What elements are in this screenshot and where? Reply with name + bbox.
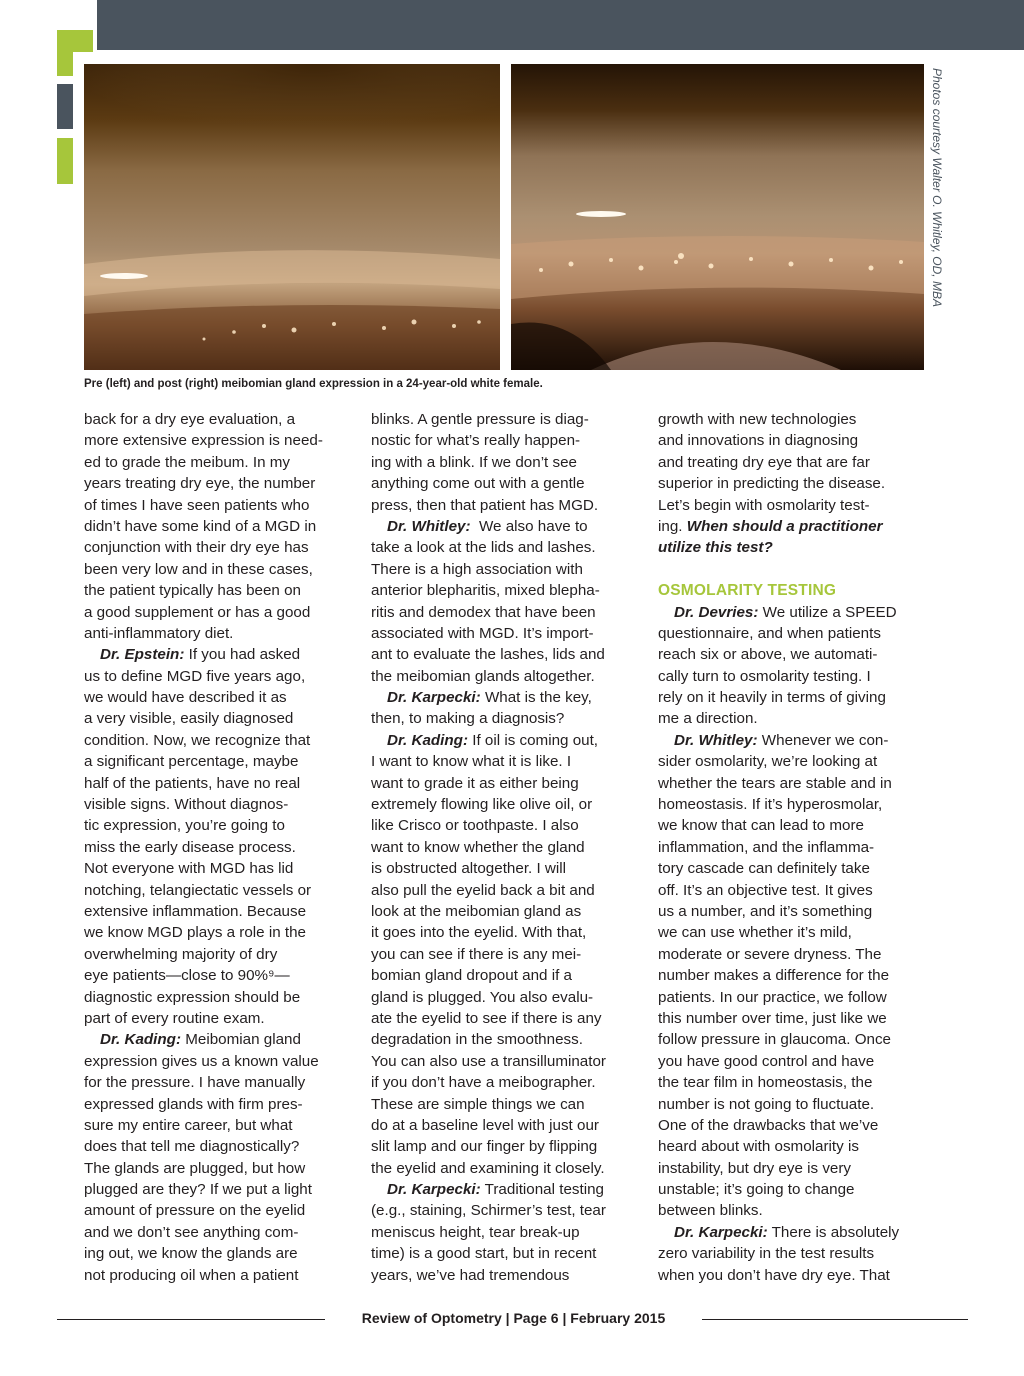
text-line: like Crisco or toothpaste. I also bbox=[371, 817, 579, 835]
speaker-paragraph-start bbox=[371, 730, 643, 751]
text-run: Meibomian gland bbox=[185, 1031, 301, 1049]
text-line: gland is plugged. You also evalu- bbox=[371, 988, 594, 1006]
text-line: diagnostic expression should be bbox=[84, 988, 301, 1006]
text-line: part of every routine exam. bbox=[84, 1009, 265, 1027]
speaker-paragraph-start bbox=[658, 730, 926, 751]
text-line: follow pressure in glaucoma. Once bbox=[658, 1031, 891, 1049]
text-line: associated with MGD. It’s import- bbox=[371, 624, 594, 642]
text-line: tory cascade can definitely take bbox=[658, 860, 870, 878]
text-line: cally turn to osmolarity testing. I bbox=[658, 667, 871, 685]
text-line: One of the drawbacks that we’ve bbox=[658, 1116, 879, 1134]
text-line: visible signs. Without diagnos- bbox=[84, 796, 289, 814]
speaker-paragraph-start bbox=[84, 1029, 356, 1050]
text-line: unstable; it’s going to change bbox=[658, 1181, 855, 1199]
text-line: half of the patients, have no real bbox=[84, 774, 301, 792]
moderator-question: When should a practitioner bbox=[686, 517, 883, 535]
text-line: number is not going to fluctuate. bbox=[658, 1095, 875, 1113]
photo-post-expression bbox=[511, 64, 924, 370]
speaker-name: Dr. Karpecki: bbox=[387, 689, 481, 707]
text-line: expressed glands with firm pres- bbox=[84, 1095, 303, 1113]
text-line: want to know whether the gland bbox=[371, 838, 585, 856]
text-line: and treating dry eye that are far bbox=[658, 453, 870, 471]
text-line: us a number, and it’s something bbox=[658, 902, 873, 920]
text-line: this number over time, just like we bbox=[658, 1009, 887, 1027]
text-line: zero variability in the test results bbox=[658, 1245, 875, 1263]
text-line: sider osmolarity, we’re looking at bbox=[658, 753, 878, 771]
text-run: We utilize a SPEED bbox=[762, 603, 897, 621]
text-line: notching, telangiectatic vessels or bbox=[84, 881, 312, 899]
text-line: I want to know what it is like. I bbox=[371, 753, 572, 771]
text-line: conjunction with their dry eye has bbox=[84, 539, 309, 557]
text-line: condition. Now, we recognize that bbox=[84, 731, 311, 749]
text-line: the patient typically has been on bbox=[84, 582, 301, 600]
speaker-paragraph-start bbox=[658, 1222, 926, 1243]
text-line: heard about with osmolarity is bbox=[658, 1138, 859, 1156]
text-line: reach six or above, we automati- bbox=[658, 646, 878, 664]
text-column-2 bbox=[371, 409, 643, 1286]
speaker-name: Dr. Kading: bbox=[100, 1031, 182, 1049]
text-line: years, we’ve had tremendous bbox=[371, 1266, 570, 1284]
text-line: not producing oil when a patient bbox=[84, 1266, 299, 1284]
text-line: it goes into the eyelid. With that, bbox=[371, 924, 587, 942]
text-line: anything come out with a gentle bbox=[371, 475, 585, 493]
text-line: want to grade it as either being bbox=[371, 774, 579, 792]
text-line: press, then that patient has MGD. bbox=[371, 496, 599, 514]
text-run: If oil is coming out, bbox=[472, 731, 599, 749]
text-line: degradation in the smoothness. bbox=[371, 1031, 583, 1049]
text-line: if you don’t have a meibographer. bbox=[371, 1074, 596, 1092]
speaker-paragraph-start bbox=[371, 687, 643, 708]
text-line: ing out, we know the glands are bbox=[84, 1245, 298, 1263]
text-line: ing with a blink. If we don’t see bbox=[371, 453, 577, 471]
text-line: meniscus height, tear break-up bbox=[371, 1223, 580, 1241]
text-line: a good supplement or has a good bbox=[84, 603, 311, 621]
text-line: when you don’t have dry eye. That bbox=[658, 1266, 890, 1284]
text-line: moderate or severe dryness. The bbox=[658, 945, 882, 963]
text-line: off. It’s an objective test. It gives bbox=[658, 881, 873, 899]
speaker-name: Dr. Whitley: bbox=[387, 517, 471, 535]
text-line: you can see if there is any mei- bbox=[371, 945, 582, 963]
text-line: we would have described it as bbox=[84, 689, 287, 707]
text-line: tic expression, you’re going to bbox=[84, 817, 285, 835]
text-run: If you had asked bbox=[188, 646, 301, 664]
speaker-paragraph-start bbox=[371, 1179, 643, 1200]
text-line: extensive inflammation. Because bbox=[84, 902, 307, 920]
text-line: ate the eyelid to see if there is any bbox=[371, 1009, 602, 1027]
text-line: we know MGD plays a role in the bbox=[84, 924, 306, 942]
speaker-name: Dr. Epstein: bbox=[100, 646, 185, 664]
text-line: amount of pressure on the eyelid bbox=[84, 1202, 306, 1220]
text-line: These are simple things we can bbox=[371, 1095, 585, 1113]
text-line: (e.g., staining, Schirmer’s test, tear bbox=[371, 1202, 606, 1220]
speaker-name: Dr. Karpecki: bbox=[387, 1181, 481, 1199]
text-line: and we don’t see anything com- bbox=[84, 1223, 299, 1241]
text-run: Whenever we con- bbox=[761, 731, 889, 749]
text-line: the eyelid and examining it closely. bbox=[371, 1159, 605, 1177]
text-line: anterior blepharitis, mixed blepha- bbox=[371, 582, 600, 600]
text-line: sure my entire career, but what bbox=[84, 1116, 293, 1134]
text-line: is obstructed altogether. I will bbox=[371, 860, 567, 878]
text-line: instability, but dry eye is very bbox=[658, 1159, 852, 1177]
text-line: the tear film in homeostasis, the bbox=[658, 1074, 873, 1092]
text-line: a very visible, easily diagnosed bbox=[84, 710, 294, 728]
text-line: a significant percentage, maybe bbox=[84, 753, 299, 771]
page-footer: Review of Optometry | Page 6 | February 2015 bbox=[361, 1310, 666, 1326]
footer-rule-right bbox=[702, 1319, 968, 1320]
speaker-name: Dr. Whitley: bbox=[674, 731, 758, 749]
text-line: the meibomian glands altogether. bbox=[371, 667, 595, 685]
text-line: ed to grade the meibum. In my bbox=[84, 453, 290, 471]
question-line bbox=[658, 516, 926, 537]
text-run: What is the key, bbox=[484, 689, 592, 707]
text-line: miss the early disease process. bbox=[84, 838, 296, 856]
text-line: number makes a difference for the bbox=[658, 967, 890, 985]
text-run: We also have to bbox=[479, 517, 588, 535]
speaker-name: Dr. Karpecki: bbox=[674, 1223, 768, 1241]
text-line: inflammation, and the inflamma- bbox=[658, 838, 875, 856]
text-line: between blinks. bbox=[658, 1202, 763, 1220]
text-line: back for a dry eye evaluation, a bbox=[84, 411, 296, 428]
moderator-question-end: utilize this test? bbox=[658, 539, 773, 557]
text-line: you have good control and have bbox=[658, 1052, 875, 1070]
text-column-1 bbox=[84, 409, 356, 1286]
photo-credit: Photos courtesy Walter O. Whitley, OD, MBA bbox=[930, 68, 944, 307]
text-line: been very low and in these cases, bbox=[84, 560, 313, 578]
spacer bbox=[658, 559, 926, 580]
text-line: do at a baseline level with just our bbox=[371, 1116, 599, 1134]
text-run: ing. bbox=[658, 517, 683, 535]
text-line: overwhelming majority of dry bbox=[84, 945, 278, 963]
text-column-3 bbox=[658, 409, 926, 1286]
speaker-name: Dr. Devries: bbox=[674, 603, 759, 621]
text-line: anti-inflammatory diet. bbox=[84, 624, 234, 642]
text-line: growth with new technologies bbox=[658, 411, 857, 428]
text-line: slit lamp and our finger by flipping bbox=[371, 1138, 598, 1156]
text-line: years treating dry eye, the number bbox=[84, 475, 316, 493]
text-line: and innovations in diagnosing bbox=[658, 432, 859, 450]
text-line: ant to evaluate the lashes, lids and bbox=[371, 646, 605, 664]
photo-pre-expression bbox=[84, 64, 500, 370]
text-line: we can use whether it’s mild, bbox=[658, 924, 852, 942]
text-line: does that tell me diagnostically? bbox=[84, 1138, 300, 1156]
text-line: whether the tears are stable and in bbox=[658, 774, 892, 792]
text-line: extremely flowing like olive oil, or bbox=[371, 796, 593, 814]
text-run: There is absolutely bbox=[771, 1223, 900, 1241]
section-tab-green-top bbox=[57, 30, 73, 76]
text-line: me a direction. bbox=[658, 710, 758, 728]
text-line: You can also use a transilluminator bbox=[371, 1052, 606, 1070]
speaker-paragraph-start bbox=[371, 516, 643, 537]
text-line: ritis and demodex that have been bbox=[371, 603, 596, 621]
text-run: Traditional testing bbox=[484, 1181, 604, 1199]
text-line: of times I have seen patients who bbox=[84, 496, 310, 514]
section-tab-slate bbox=[57, 84, 73, 129]
section-tab-green-bottom bbox=[57, 138, 73, 184]
text-line: superior in predicting the disease. bbox=[658, 475, 886, 493]
text-line: time) is a good start, but in recent bbox=[371, 1245, 597, 1263]
text-line: There is a high association with bbox=[371, 560, 583, 578]
text-line: questionnaire, and when patients bbox=[658, 624, 881, 642]
text-line: homeostasis. If it’s hyperosmolar, bbox=[658, 796, 883, 814]
text-line: then, to making a diagnosis? bbox=[371, 710, 565, 728]
text-line: Let’s begin with osmolarity test- bbox=[658, 496, 870, 514]
text-line: Not everyone with MGD has lid bbox=[84, 860, 294, 878]
text-line: rely on it heavily in terms of giving bbox=[658, 689, 886, 707]
text-line: blinks. A gentle pressure is diag- bbox=[371, 411, 589, 428]
text-line: more extensive expression is need- bbox=[84, 432, 323, 450]
text-line: nostic for what’s really happen- bbox=[371, 432, 581, 450]
speaker-paragraph-start bbox=[658, 602, 926, 623]
text-line: also pull the eyelid back a bit and bbox=[371, 881, 595, 899]
speaker-name: Dr. Kading: bbox=[387, 731, 469, 749]
text-line: take a look at the lids and lashes. bbox=[371, 539, 596, 557]
text-line: plugged are they? If we put a light bbox=[84, 1181, 312, 1199]
footer-rule-left bbox=[57, 1319, 325, 1320]
text-line: bomian gland dropout and if a bbox=[371, 967, 572, 985]
speaker-paragraph-start bbox=[84, 644, 356, 665]
top-banner bbox=[97, 0, 1024, 50]
text-line: for the pressure. I have manually bbox=[84, 1074, 306, 1092]
text-line: eye patients—close to 90%⁹— bbox=[84, 967, 290, 985]
text-line: look at the meibomian gland as bbox=[371, 902, 582, 920]
text-line: didn’t have some kind of a MGD in bbox=[84, 517, 317, 535]
section-heading: OSMOLARITY TESTING bbox=[658, 582, 837, 600]
text-line: The glands are plugged, but how bbox=[84, 1159, 306, 1177]
text-line: expression gives us a known value bbox=[84, 1052, 319, 1070]
photo-caption: Pre (left) and post (right) meibomian gland expression in a 24-year-old white female. bbox=[84, 378, 543, 390]
text-line: us to define MGD five years ago, bbox=[84, 667, 306, 685]
text-line: we know that can lead to more bbox=[658, 817, 864, 835]
text-line: patients. In our practice, we follow bbox=[658, 988, 887, 1006]
